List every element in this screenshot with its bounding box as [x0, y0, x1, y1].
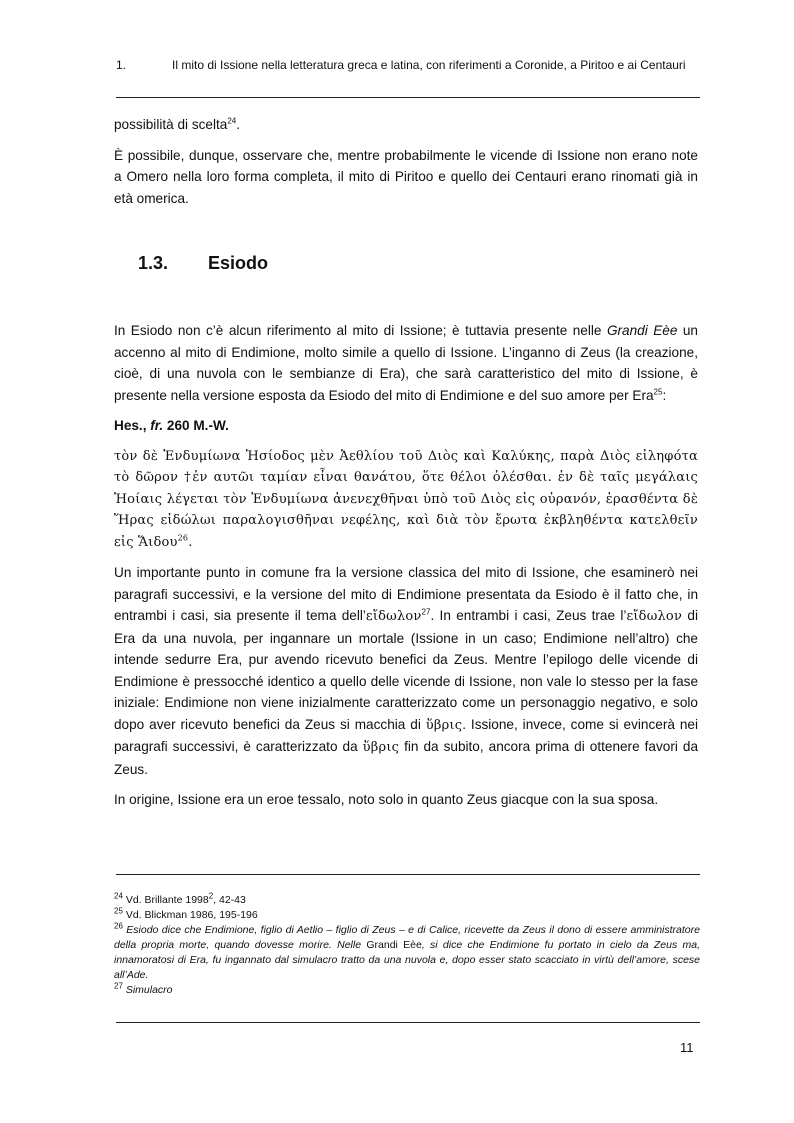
paragraph-5: In origine, Issione era un eroe tessalo, noto solo in quanto Zeus giacque con la sua sposa.	[114, 792, 659, 807]
p1-text: possibilità di scelta	[114, 117, 228, 132]
footnote-text: Vd. Brillante 1998	[122, 894, 209, 906]
edition-sup: 2	[208, 891, 214, 901]
section-number: 1.3.	[138, 253, 169, 273]
paragraph-3	[114, 320, 698, 406]
paragraph-1	[114, 114, 698, 136]
footnote-text: Simulacro	[122, 984, 173, 996]
p3-title-italic: Grandi Eèe	[606, 323, 678, 338]
footnote-number: 27	[114, 981, 123, 991]
footnote-ref-25: 25	[653, 386, 663, 396]
p4-text-c: di Era da una nuvola, per ingannare un mortale (Issione in un caso; Endimione nell’altro) che intende sedurre Era, pur avendo ricevuto benefici da Zeus. Mentre l’epilogo delle vicende di Endimione è pressocché identico a quello delle vicende di Issione, non vale lo stesso per la fase iniziale: Endimione non viene inizialmente caratterizzato come un personaggio negativo, e solo dopo aver ricevuto benefici da Zeus si macchia di	[114, 608, 698, 732]
footnote-title: Grandi Eèe	[366, 939, 422, 951]
section-heading	[138, 253, 268, 274]
running-header	[116, 58, 698, 72]
p4-greek-1: εἴδωλον	[365, 609, 422, 624]
footer-rule	[116, 1022, 700, 1023]
p4-text-e: fin da subito, ancora prima di ottenere favori da Zeus.	[114, 739, 699, 777]
footnote-ref-26: 26	[177, 533, 189, 543]
header-rule	[116, 97, 700, 98]
footnote-text: , si dice che Endimione fu portato in cielo da Zeus ma, innamoratosi di Era, fu ingannato dal simulacro tratto da una nuvola e, dopo esser stato scacciato in virtù dell’amore, scese all’Ade.	[114, 939, 700, 981]
citation-heading	[114, 415, 698, 437]
footnote-24	[114, 893, 700, 908]
p3-text-b: un accenno al mito di Endimione, molto simile a quello di Issione. L’inganno di Zeus (la creazione, cioè, di una nuvola con le sembianze di Era), che sarà caratteristico del mito di Issione, è presente nella versione esposta da Esiodo del mito di Endimione e del suo amore per Era	[114, 323, 698, 403]
p4-text-a: Un importante punto in comune fra la versione classica del mito di Issione, che esaminerò nei paragrafi successivi, e la versione del mito di Endimione presentata da Esiodo è il fatto che, in entrambi i casi, sia presente il tema dell’	[114, 565, 698, 623]
footnote-27	[114, 983, 700, 998]
footnote-text: Esiodo dice che Endimione, figlio di Aetlio – figlio di Zeus – e di Calice, ricevette da Zeus il dono di essere amministratore della propria morte, quando dovesse morire. Nelle	[114, 924, 700, 951]
footnote-25	[114, 908, 700, 923]
p3-end: :	[662, 387, 667, 403]
footnote-26	[114, 923, 700, 983]
paragraph-4	[114, 562, 698, 780]
greek-end: .	[188, 534, 193, 550]
p1-end: .	[236, 117, 241, 132]
chapter-title: Il mito di Issione nella letteratura greca e latina, con riferimenti a Coronide, a Piritoo e ai Centauri	[172, 58, 686, 72]
footnote-text: , 42-43	[213, 894, 246, 906]
cite-author: Hes.,	[114, 418, 151, 433]
p4-text-d: . Issione, invece, come si evincerà nei paragrafi successivi, è caratterizzato da	[114, 716, 698, 754]
chapter-number: 1.	[116, 58, 127, 72]
footnote-number: 25	[114, 906, 123, 916]
footnote-text: Vd. Blickman 1986, 195-196	[122, 909, 258, 921]
greek-quotation	[114, 446, 698, 554]
footnote-number: 26	[114, 921, 123, 931]
section-title: Esiodo	[208, 253, 269, 273]
footnotes	[114, 893, 700, 998]
paragraph-2: È possibile, dunque, osservare che, mentre probabilmente le vicende di Issione non erano note a Omero nella loro forma completa, il mito di Piritoo e quello dei Centauri erano rinomati già in età omerica.	[114, 147, 698, 206]
p4-greek-2: εἴδωλον	[626, 609, 683, 624]
p4-greek-4: ὕβρις	[362, 740, 400, 755]
footnote-rule	[116, 874, 700, 875]
p4-greek-3: ὕβρις	[425, 717, 463, 733]
cite-fr: fr.	[150, 418, 164, 433]
p4-text-b: . In entrambi i casi, Zeus trae l’	[430, 608, 627, 623]
footnote-number: 24	[114, 891, 123, 901]
page-number: 11	[680, 1040, 694, 1055]
body-text	[114, 114, 698, 820]
greek-text: τὸν δὲ Ἐνδυμίωνα Ἡσίοδος μὲν Ἀεθλίου τοῦ Διὸς καὶ Καλύκης, παρὰ Διὸς εἰληφότα τὸ δῶρον †ἐν αυτῶι ταμίαν εἶναι θανάτου, ὅτε θέλοι ὀλέσθαι. ἐν δὲ ταῖς μεγάλαις Ἠοίαις λέγεται τὸν Ἐνδυμίωνα ἀνενεχθῆναι ὑπὸ τοῦ Διὸς εἰς οὐρανόν, ἐρασθέντα δὲ Ἥρας εἰδώλωι παραλογισθῆναι νεφέλης, καὶ διὰ τὸν ἔρωτα ἐκβληθέντα κατελθεῖν εἰς Ἅιδου	[114, 448, 698, 550]
p3-text-a: In Esiodo non c’è alcun riferimento al mito di Issione; è tuttavia presente nelle	[114, 323, 607, 338]
cite-ref: 260 M.-W.	[163, 418, 229, 433]
footnote-ref-24: 24	[227, 116, 237, 126]
footnote-ref-27: 27	[421, 607, 431, 617]
